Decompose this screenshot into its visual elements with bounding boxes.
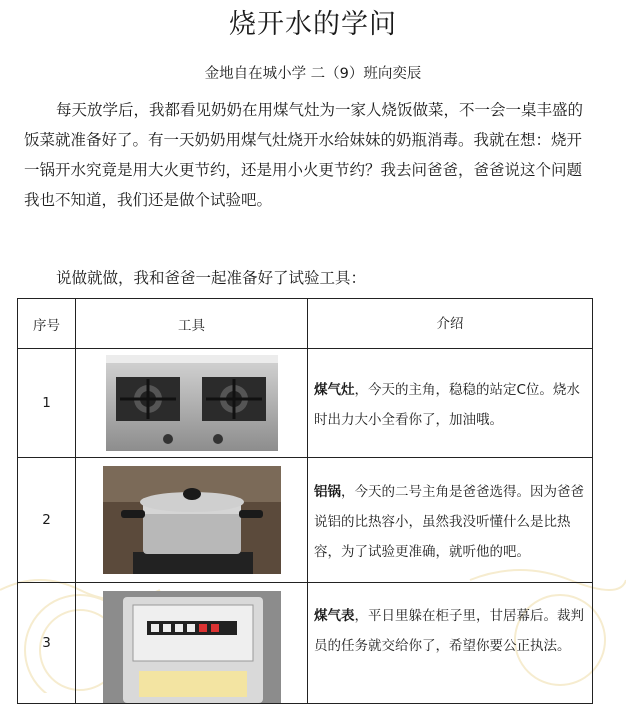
row-number: 2 — [18, 458, 76, 583]
tool-name: 煤气灶 — [314, 382, 355, 398]
gas-meter-photo — [103, 591, 281, 703]
gas-stove-photo — [106, 355, 278, 451]
tool-image-cell — [76, 349, 308, 458]
aluminum-pot-photo — [103, 466, 281, 574]
table-row — [18, 583, 593, 704]
tool-name: 铝锅 — [314, 484, 341, 500]
row-number: 1 — [18, 349, 76, 458]
header-tool: 工具 — [76, 299, 308, 349]
tools-table — [17, 298, 593, 704]
tool-image-cell — [76, 458, 308, 583]
header-intro: 介绍 — [308, 299, 593, 349]
tools-intro-paragraph — [24, 263, 584, 293]
tool-desc-text: ，平日里躲在柜子里，甘居幕后。裁判员的任务就交给你了，希望你要公正执法。 — [314, 608, 584, 654]
table-row — [18, 349, 593, 458]
document-title: 烧开水的学问 — [229, 9, 397, 40]
tool-name: 煤气表 — [314, 608, 355, 624]
table-row — [18, 458, 593, 583]
row-number: 3 — [18, 583, 76, 704]
intro-paragraph-text: 每天放学后，我都看见奶奶在用煤气灶为一家人烧饭做菜，不一会一桌丰盛的饭菜就准备好了。有一天奶奶用煤气灶烧开水给妹妹的奶瓶消毒。我就在想：烧开一锅开水究竟是用大火更节约，还是用小火更节约？我去问爸爸，爸爸说这个问题我也不知道，我们还是做个试验吧。 — [24, 101, 584, 209]
tool-image-cell — [76, 583, 308, 704]
tools-intro-text: 说做就做，我和爸爸一起准备好了试验工具： — [56, 269, 367, 287]
header-number: 序号 — [18, 299, 76, 349]
intro-paragraph — [24, 95, 584, 215]
tool-description — [308, 583, 593, 704]
author-line: 金地自在城小学 二（9）班向奕辰 — [204, 66, 422, 82]
tool-desc-text: ，今天的主角，稳稳的站定C位。烧水时出力大小全看你了，加油哦。 — [314, 382, 580, 428]
tool-desc-text: ，今天的二号主角是爸爸选得。因为爸爸说铝的比热容小，虽然我没听懂什么是比热容，为了试验更准确，就听他的吧。 — [314, 484, 584, 560]
tool-description — [308, 349, 593, 458]
table-header-row — [18, 299, 593, 349]
tool-description — [308, 458, 593, 583]
